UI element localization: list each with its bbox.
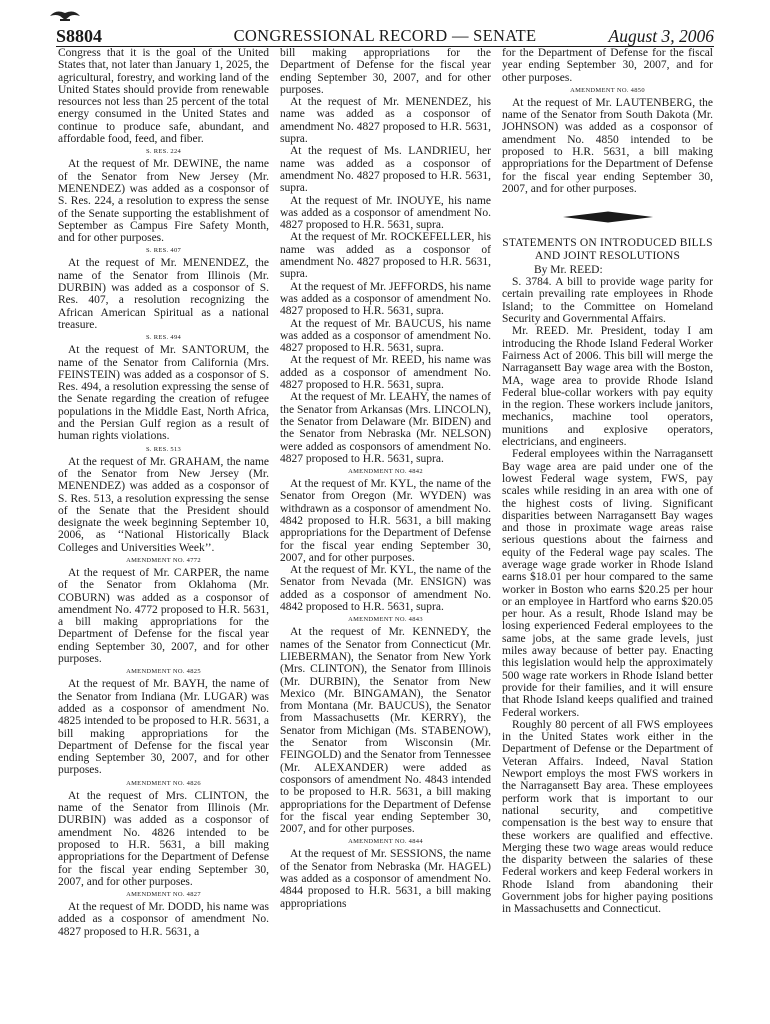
paragraph: At the request of Mr. KYL, the name of the Senator from Nevada (Mr. ENSIGN) was added as a cosponsor of amendment No. 4842 proposed to H.R. 5631, supra.	[280, 564, 491, 614]
subheading: S. RES. 494	[145, 334, 182, 342]
paragraph: At the request of Mr. KENNEDY, the names of the Senator from Connecticut (Mr. LIEBERMAN), the Senator from New York (Mrs. CLINTON), the Senator from Illinois (Mr. DURBIN), the Senator from New Mexico (Mr. BINGAMAN), the Senator from Montana (Mr. BAUCUS), the Senator from Massachusetts (Mr. KERRY), the Senator from Michigan (Ms. STABENOW), the Senator from Wisconsin (Mr. FEINGOLD) and the Senator from Tennessee (Mr. ALEXANDER) were added as cosponsors of amendment No. 4843 intended to be proposed to H.R. 5631, a bill making appropriations for the Department of Defense for the fiscal year ending September 30, 2007, and for other purposes.	[280, 626, 491, 836]
paragraph: At the request of Mr. JEFFORDS, his name was added as a cosponsor of amendment No. 4827 proposed to H.R. 5631, supra.	[280, 280, 491, 318]
column-1	[58, 47, 269, 938]
section-divider	[502, 211, 713, 223]
column-2	[280, 47, 491, 910]
paragraph: At the request of Mr. MENENDEZ, his name was added as a cosponsor of amendment No. 4827 proposed to H.R. 5631, supra.	[280, 96, 491, 146]
paragraph: Roughly 80 percent of all FWS employees in the United States work either in the Department of Defense or the Department of Veteran Affairs. Indeed, Naval Station Newport employs the most FWS workers in the Narragansett Bay area. These employees perform work that is important to our national security, and competitive compensation is the best way to ensure that these workers are qualified and effective. Merging these two wage areas would reduce the disparity between the salaries of these Federal workers and keep Federal workers in Rhode Island from abandoning their Government jobs for higher paying positions in Massachusetts and Connecticut.	[502, 718, 713, 916]
section-heading: STATEMENTS ON INTRODUCED BILLS AND JOINT RESOLUTIONS	[502, 237, 713, 262]
diamond-rule-icon	[563, 211, 653, 223]
subheading: AMENDMENT NO. 4826	[126, 779, 201, 787]
subheading: AMENDMENT NO. 4843	[348, 616, 423, 624]
paragraph: At the request of Mr. GRAHAM, the name of the Senator from New Jersey (Mr. MENENDEZ) was added as a cosponsor of S. Res. 513, a resolution expressing the sense of the Senate that the President should designate the week beginning September 10, 2006, as ‘‘National Historically Black Colleges and Universities Week’’.	[58, 455, 269, 554]
paragraph: At the request of Ms. LANDRIEU, her name was added as a cosponsor of amendment No. 4827 proposed to H.R. 5631, supra.	[280, 145, 491, 195]
subheading: AMENDMENT NO. 4844	[348, 838, 423, 846]
publication-title: CONGRESSIONAL RECORD — SENATE	[233, 26, 537, 45]
subheading: AMENDMENT NO. 4850	[570, 86, 645, 94]
paragraph: S. 3784. A bill to provide wage parity for certain prevailing rate employees in Rhode Island; to the Committee on Homeland Security and Governmental Affairs.	[502, 276, 713, 326]
paragraph: At the request of Mr. MENENDEZ, the name of the Senator from Illinois (Mr. DURBIN) was added as a cosponsor of S. Res. 407, a resolution recognizing the African American Spiritual as a national treasure.	[58, 257, 269, 331]
subheading: AMENDMENT NO. 4827	[126, 891, 201, 899]
paragraph: At the request of Mr. SESSIONS, the name of the Senator from Nebraska (Mr. HAGEL) was added as a cosponsor of amendment No. 4844 proposed to H.R. 5631, a bill making appropriations	[280, 848, 491, 910]
paragraph: At the request of Mr. INOUYE, his name was added as a cosponsor of amendment No. 4827 proposed to H.R. 5631, supra.	[280, 194, 491, 232]
subheading: AMENDMENT NO. 4842	[348, 468, 423, 476]
paragraph: At the request of Mr. LEAHY, the names of the Senator from Arkansas (Mrs. LINCOLN), the Senator from Delaware (Mr. BIDEN) and the Senator from Nebraska (Mr. NELSON) were added as cosponsors of amendment No. 4827 proposed to H.R. 5631, supra.	[280, 391, 491, 465]
paragraph: Congress that it is the goal of the United States that, not later than January 1, 2025, the agricultural, forestry, and working land of the United States should provide from renewable resources not less than 25 percent of the total energy consumed in the United States and continue to produce safe, abundant, and affordable food, feed, and fiber.	[58, 47, 269, 146]
subheading: AMENDMENT NO. 4772	[126, 556, 201, 564]
byline: By Mr. REED:	[534, 263, 603, 276]
paragraph: Mr. REED. Mr. President, today I am introducing the Rhode Island Federal Worker Fairness Act of 2006. This bill will merge the Narragansett Bay wage area with the Boston, MA, wage area to provide Rhode Island Federal blue-collar workers with pay equity in the region. These workers include janitors, mechanics, machine tool operators, munitions and explosive operators, electricians, and engineers.	[502, 325, 713, 449]
paragraph: At the request of Mr. REED, his name was added as a cosponsor of amendment No. 4827 proposed to H.R. 5631, supra.	[280, 354, 491, 392]
paragraph: bill making appropriations for the Department of Defense for the fiscal year ending September 30, 2007, and for other purposes.	[280, 47, 491, 96]
column-3	[502, 47, 713, 916]
subheading: AMENDMENT NO. 4825	[126, 668, 201, 676]
paragraph: At the request of Mr. DODD, his name was added as a cosponsor of amendment No. 4827 proposed to H.R. 5631, a	[58, 901, 269, 938]
publication-date: August 3, 2006	[608, 26, 714, 46]
gpo-eagle-logo-icon	[48, 7, 82, 22]
subheading: S. RES. 513	[145, 445, 182, 453]
paragraph: At the request of Mr. DEWINE, the name of the Senator from New Jersey (Mr. MENENDEZ) was added as a cosponsor of S. Res. 224, a resolution to express the sense of the Senate supporting the establishment of September as Campus Fire Safety Month, and for other purposes.	[58, 158, 269, 245]
paragraph: At the request of Mr. BAUCUS, his name was added as a cosponsor of amendment No. 4827 proposed to H.R. 5631, supra.	[280, 317, 491, 355]
subheading: S. RES. 407	[145, 247, 182, 255]
paragraph: At the request of Mr. CARPER, the name of the Senator from Oklahoma (Mr. COBURN) was added as a cosponsor of amendment No. 4772 proposed to H.R. 5631, a bill making appropriations for the Department of Defense for the fiscal year ending September 30, 2007, and for other purposes.	[58, 566, 269, 666]
subheading: S. RES. 224	[145, 148, 182, 156]
paragraph: At the request of Mr. KYL, the name of the Senator from Oregon (Mr. WYDEN) was withdrawn as a cosponsor of amendment No. 4842 proposed to H.R. 5631, a bill making appropriations for the Department of Defense for the fiscal year ending September 30, 2007, and for other purposes.	[280, 478, 491, 564]
paragraph: Federal employees within the Narragansett Bay wage area are paid under one of the lowest Federal wage system, FWS, pay scales while residing in an area with one of the highest costs of living. Significant disparities between Narragansett Bay wages and those in proximate wage areas raise serious questions about the fairness and equity of the Federal wage pay scales. The average wage grade worker in Rhode Island earns $18.01 per hour compared to the same worker in Boston who earns $20.25 per hour or an employee in Hartford who earns $20.05 per hour. As a result, Rhode Island may be losing experienced Federal employees to the same jobs, at the same grade levels, just miles away because of better pay. Enacting this legislation would help the approximately 500 wage rate workers in Rhode Island better provide for their families, and it will ensure that Rhode Island keeps qualified and trained Federal workers.	[502, 448, 713, 719]
paragraph: At the request of Mr. LAUTENBERG, the name of the Senator from South Dakota (Mr. JOHNSON) was added as a cosponsor of amendment No. 4850 intended to be proposed to H.R. 5631, a bill making appropriations for the Department of Defense for the fiscal year ending September 30, 2007, and for other purposes.	[502, 96, 713, 195]
page-number: S8804	[56, 26, 103, 46]
paragraph: for the Department of Defense for the fiscal year ending September 30, 2007, and for other purposes.	[502, 47, 713, 84]
paragraph: At the request of Mr. BAYH, the name of the Senator from Indiana (Mr. LUGAR) was added as a cosponsor of amendment No. 4825 intended to be proposed to H.R. 5631, a bill making appropriations for the Department of Defense for the fiscal year ending September 30, 2007, and for other purposes.	[58, 678, 269, 777]
paragraph: At the request of Mr. SANTORUM, the name of the Senator from California (Mrs. FEINSTEIN) was added as a cosponsor of S. Res. 494, a resolution expressing the sense of the Senate regarding the creation of refugee populations in the Middle East, North Africa, and the Persian Gulf region as a result of human rights violations.	[58, 344, 269, 443]
page-header	[56, 26, 714, 47]
paragraph: At the request of Mrs. CLINTON, the name of the Senator from Illinois (Mr. DURBIN) was added as a cosponsor of amendment No. 4826 intended to be proposed to H.R. 5631, a bill making appropriations for the Department of Defense for the fiscal year ending September 30, 2007, and for other purposes.	[58, 789, 269, 888]
paragraph: At the request of Mr. ROCKEFELLER, his name was added as a cosponsor of amendment No. 4827 proposed to H.R. 5631, supra.	[280, 231, 491, 281]
